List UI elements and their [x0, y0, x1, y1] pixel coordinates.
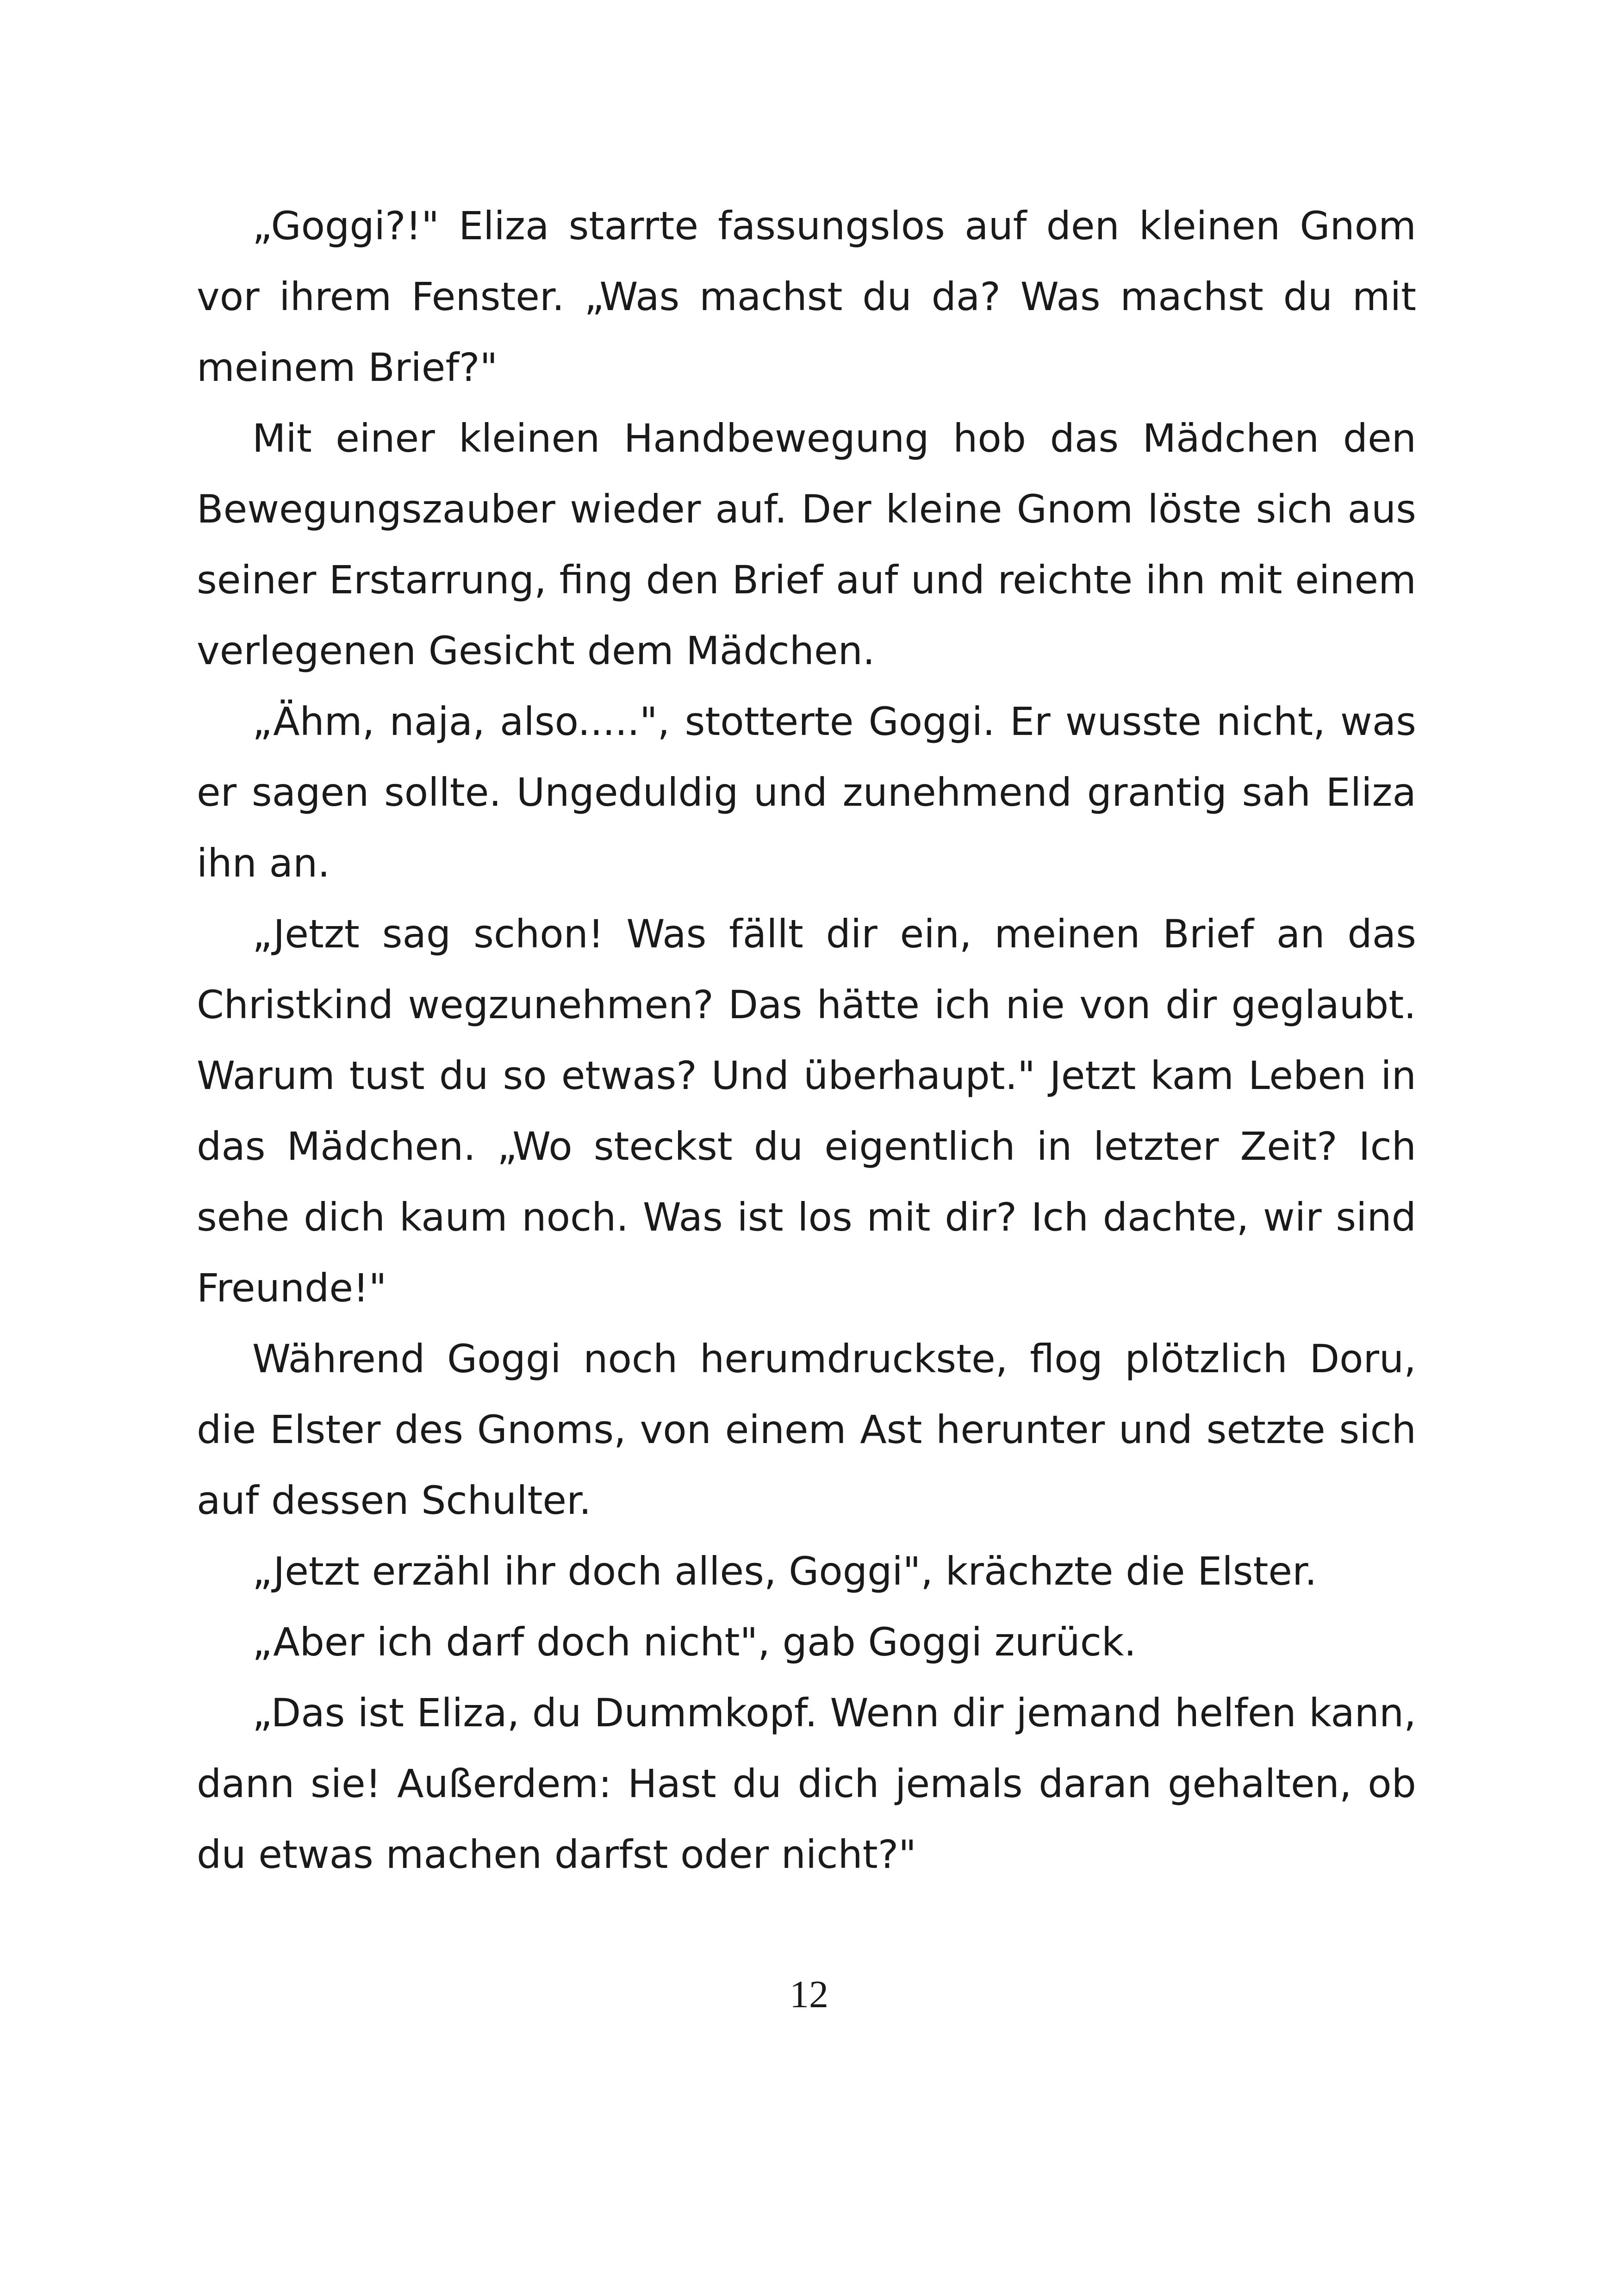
- paragraph: „Jetzt erzähl ihr doch alles, Goggi", krächzte die Elster.: [252, 1549, 1317, 1594]
- paragraph: „Ähm, naja, also.....", stotterte Goggi. Er wusste nicht, was er sagen sollte. Ungeduldig und zunehmend grantig sah Eliza ihn an.: [197, 699, 1416, 886]
- body-text: [197, 191, 1416, 1890]
- paragraph: „Aber ich darf doch nicht", gab Goggi zurück.: [252, 1619, 1137, 1665]
- page-number: 12: [790, 1973, 828, 2016]
- paragraph: Mit einer kleinen Handbewegung hob das Mädchen den Bewegungszauber wieder auf. Der kleine Gnom löste sich aus seiner Erstarrung, fing den Brief auf und reichte ihn mit einem verlegenen Gesicht dem Mädchen.: [197, 416, 1416, 673]
- paragraph: Während Goggi noch herumdruckste, flog plötzlich Doru, die Elster des Gnoms, von einem Ast herunter und setzte sich auf dessen Schulter.: [197, 1336, 1416, 1523]
- paragraph: „Das ist Eliza, du Dummkopf. Wenn dir jemand helfen kann, dann sie! Außerdem: Hast du dich jemals daran gehalten, ob du etwas machen darfst oder nicht?": [197, 1690, 1416, 1877]
- paragraph: „Jetzt sag schon! Was fällt dir ein, meinen Brief an das Christkind wegzunehmen? Das hätte ich nie von dir geglaubt. Warum tust du so etwas? Und überhaupt." Jetzt kam Leben in das Mädchen. „Wo steckst du eigentlich in letzter Zeit? Ich sehe dich kaum noch. Was ist los mit dir? Ich dachte, wir sind Freunde!": [197, 911, 1416, 1311]
- paragraph: „Goggi?!" Eliza starrte fassungslos auf den kleinen Gnom vor ihrem Fenster. „Was machst du da? Was machst du mit meinem Brief?": [197, 203, 1416, 390]
